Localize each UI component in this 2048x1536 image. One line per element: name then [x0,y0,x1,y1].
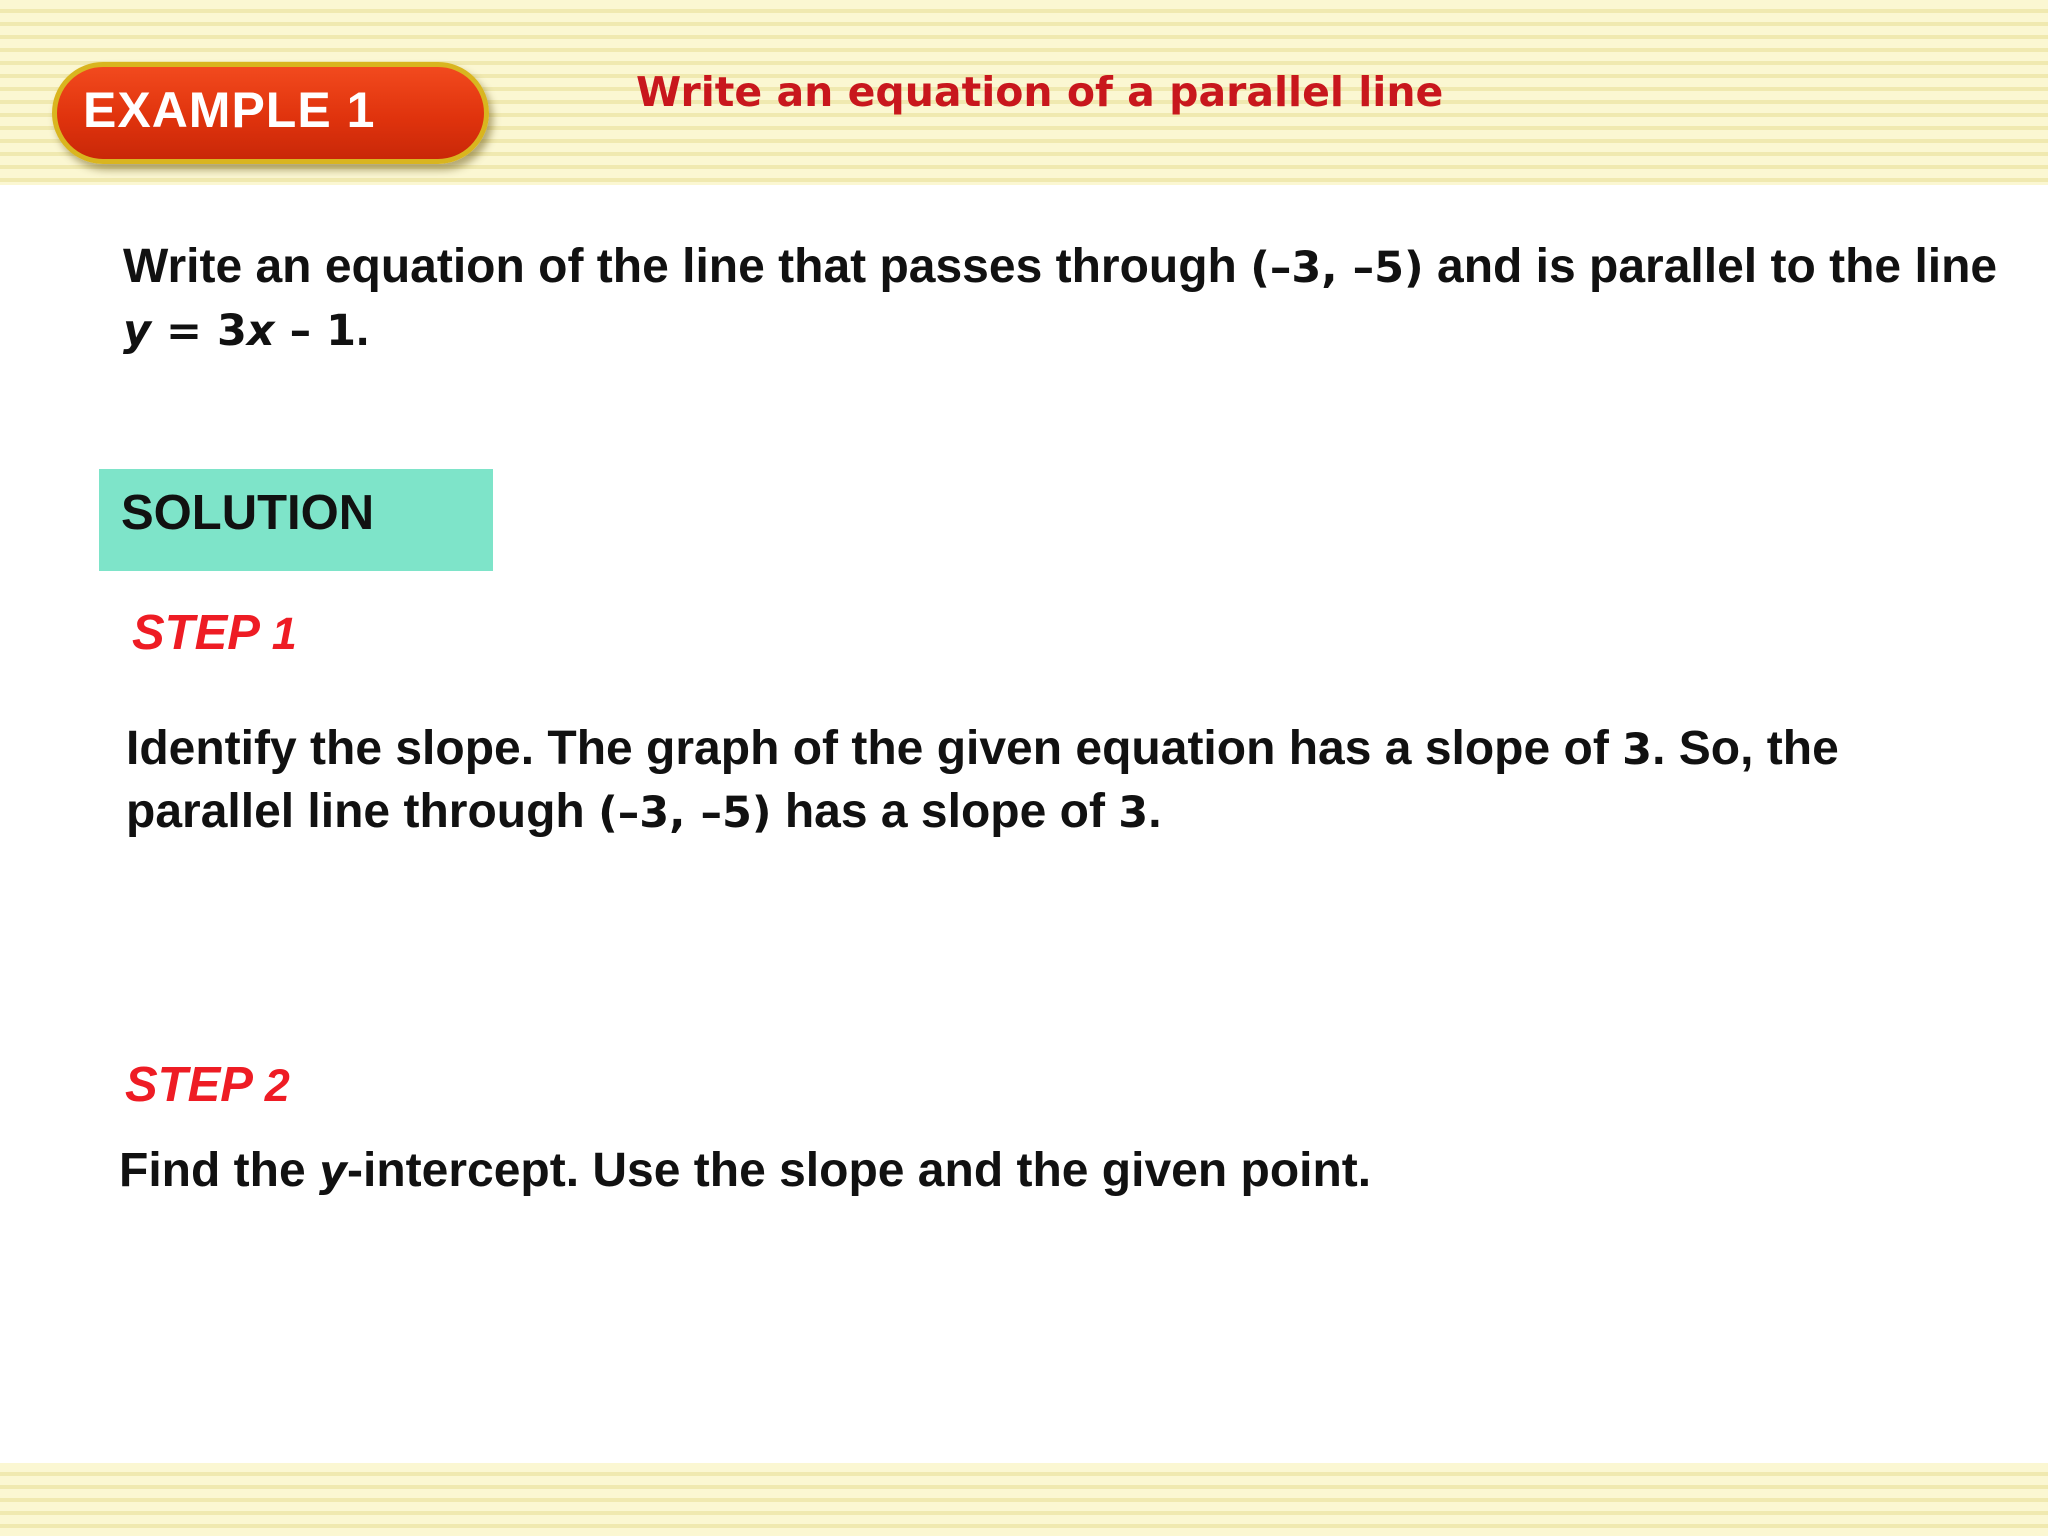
step-2-text [119,1140,1999,1203]
example-badge [52,62,489,164]
step-2-text-part-2: -intercept. Use the slope and the given point. [347,1144,1372,1197]
problem-text-2: and is parallel to the line [1423,240,1998,293]
step-2-word: STEP [125,1058,265,1112]
step-1-number: 1 [271,608,297,659]
problem-point: (–3, –5) [1250,243,1424,293]
step-1-slope-value-1: 3 [1622,725,1653,775]
step-1-slope-value-2: 3 [1118,788,1149,838]
problem-period: . [356,303,370,356]
example-badge-label: EXAMPLE 1 [83,82,376,138]
equation-rest: – 1 [274,306,357,356]
step-2-y-variable: y [318,1147,347,1197]
problem-text-1: Write an equation of the line that passes through [123,240,1251,293]
step-1-text-part-4: . [1148,785,1162,838]
step-1-text [126,718,2006,844]
step-1-text-part-3: has a slope of [771,785,1119,838]
step-1-text-part-1: Identify the slope. The graph of the given equation has a slope of [126,722,1623,775]
step-2-number: 2 [264,1060,290,1111]
solution-label-box [99,469,493,571]
step-1-text-part-2: . So, the parallel line through [126,722,1839,838]
equation-y: y [123,306,152,356]
solution-label: SOLUTION [121,486,375,540]
equation-x: x [246,306,275,356]
step-1-word: STEP [132,606,272,660]
equation-equals: = 3 [151,306,247,356]
step-2-heading [125,1057,290,1113]
step-2-text-part-1: Find the [119,1144,319,1197]
slide-title: Write an equation of a parallel line [636,68,1444,116]
problem-statement [123,236,2003,362]
footer-stripe-band [0,1463,2048,1536]
step-1-point: (–3, –5) [598,788,772,838]
step-1-heading [132,605,297,661]
